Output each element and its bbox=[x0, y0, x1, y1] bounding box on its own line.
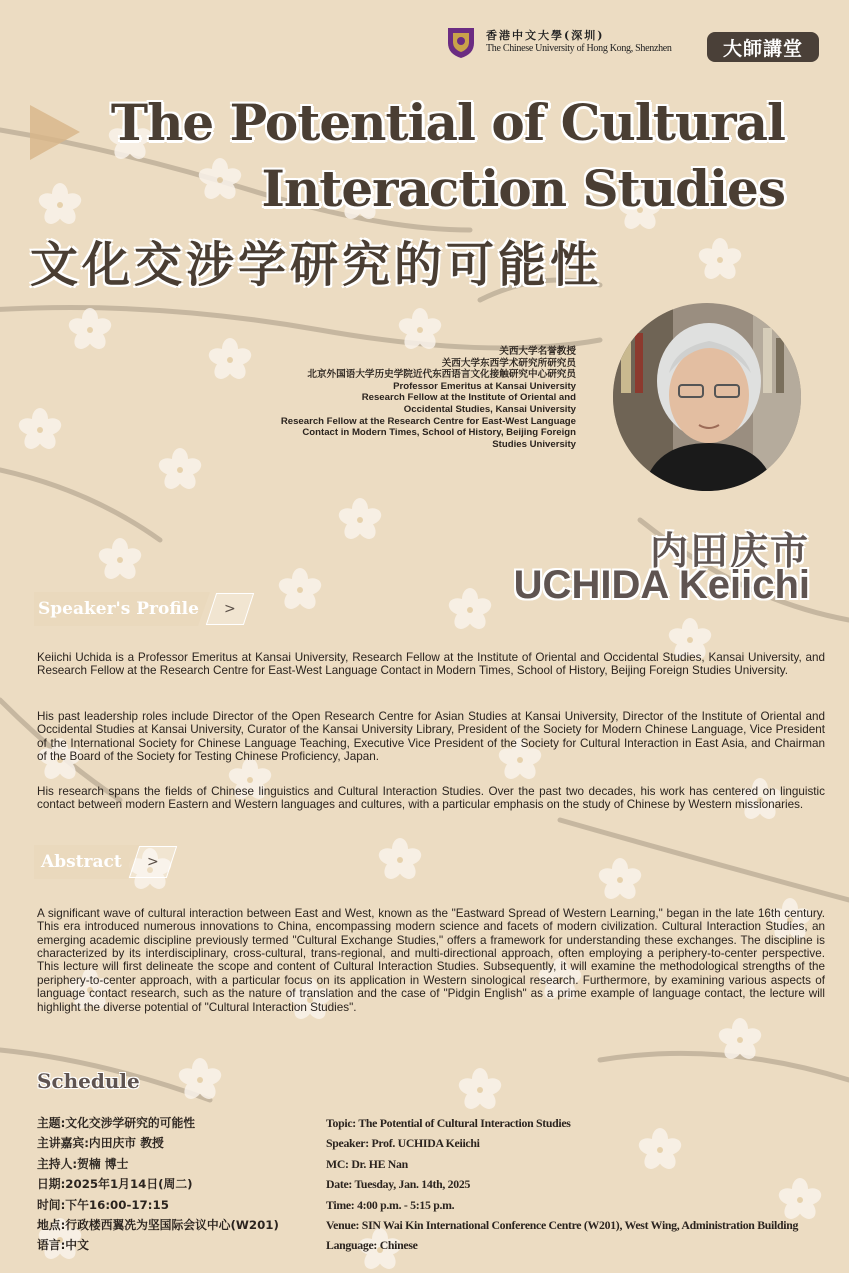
profile-heading-label: Speaker's Profile bbox=[38, 599, 199, 619]
profile-paragraph-1: Keiichi Uchida is a Professor Emeritus at Kansai University, Research Fellow at the Institute of Oriental and Occidental Studies, Kansai University, and Research Fellow at the Research Centre for East-West Language Contact in Modern Times, School of History, Beijing Foreign Studies University. bbox=[37, 650, 825, 678]
abstract-heading bbox=[41, 846, 172, 878]
speaker-portrait bbox=[613, 303, 801, 491]
profile-paragraph-3: His research spans the fields of Chinese linguistics and Cultural Interaction Studies. Over the past two decades, his work has centered on linguistic contact between modern Eastern and Western languages and cultures, with a particular emphasis on the study of Chinese by Western missionaries. bbox=[37, 784, 825, 812]
schedule-en-topic: Topic: The Potential of Cultural Interaction Studies bbox=[326, 1116, 571, 1130]
profile-paragraph-2: His past leadership roles include Director of the Open Research Centre for Asian Studies at Kansai University, Director of the Institute of Oriental and Occidental Studies at Kansai University, Curator of the Kansai University Library, President of the Society for Modern Chinese Language, Vice President of the International Society for Chinese Language Teaching, Executive Vice President of the Society for Cultural Interaction in East Asia, and Chairman of the Board of the Society for Testing Chinese Proficiency, Japan. bbox=[37, 709, 825, 763]
schedule-cn-time: 时间:下午16:00-17:15 bbox=[37, 1197, 169, 1212]
schedule-cn-mc: 主持人:贺楠 博士 bbox=[37, 1156, 129, 1171]
speaker-affiliations bbox=[250, 346, 576, 450]
affiliation-line: 关西大学东西学术研究所研究员 bbox=[441, 357, 576, 369]
schedule-en-date: Date: Tuesday, Jan. 14th, 2025 bbox=[326, 1177, 471, 1192]
university-name-en: The Chinese University of Hong Kong, Shenzhen bbox=[486, 42, 672, 54]
affiliation-line: 北京外国语大学历史学院近代东西语言文化接触研究中心研究员 bbox=[307, 369, 576, 381]
affiliation-line: Research Fellow at the Institute of Oriental and bbox=[361, 392, 576, 404]
profile-heading bbox=[38, 593, 249, 625]
schedule-cn bbox=[37, 1113, 279, 1256]
speaker-name-en: UCHIDA Keiichi bbox=[513, 563, 810, 607]
schedule-cn-venue: 地点:行政楼西翼冼为坚国际会议中心(W201) bbox=[37, 1218, 279, 1233]
university-name-cn: 香港中文大學(深圳) bbox=[486, 29, 605, 43]
affiliation-line: Studies University bbox=[492, 438, 576, 450]
schedule-en-mc: MC: Dr. HE Nan bbox=[326, 1156, 408, 1171]
chevron-right-icon: > bbox=[206, 593, 254, 625]
schedule-cn-language: 语言:中文 bbox=[37, 1238, 89, 1253]
chevron-right-icon: > bbox=[128, 846, 176, 878]
schedule-heading: Schedule bbox=[37, 1069, 140, 1093]
affiliation-line: Occidental Studies, Kansai University bbox=[403, 403, 576, 415]
speaker-name-cn: 内田庆市 bbox=[649, 529, 810, 573]
abstract-heading-label: Abstract bbox=[41, 852, 122, 872]
affiliation-line: 关西大学名誉教授 bbox=[499, 346, 576, 357]
university-crest-icon bbox=[444, 25, 478, 59]
schedule-cn-topic: 主题:文化交涉学研究的可能性 bbox=[37, 1116, 196, 1130]
affiliation-line: Contact in Modern Times, School of History, Beijing Foreign bbox=[302, 427, 576, 439]
schedule-en-speaker: Speaker: Prof. UCHIDA Keiichi bbox=[326, 1136, 480, 1151]
affiliation-line: Professor Emeritus at Kansai University bbox=[393, 380, 576, 392]
schedule-en-venue: Venue: SIN Wai Kin International Conference Centre (W201), West Wing, Administration Building bbox=[326, 1218, 799, 1233]
title-en-line1: The Potential of Cultural bbox=[110, 93, 785, 152]
abstract-text: A significant wave of cultural interaction between East and West, known as the "Eastward Spread of Western Learning," began in the late 16th century. This era introduced numerous innovations to China, encompassing modern science and facets of modern civilization. Cultural Interaction Studies, an emerging academic discipline previously termed "Cultural Exchange Studies," offers a framework for understanding these exchanges. The discipline is characterized by its interdisciplinary, cross-cultural, trans-regional, and multi-directional approach, often employing a periphery-to-center perspective. This lecture will first delineate the scope and content of Cultural Interaction Studies. Subsequently, it will examine the methodological strengths of the periphery-to-center approach, with a particular focus on its application in Western sinological research. Furthermore, by examining various aspects of language contact research, such as the nature of translation and the case of "Pidgin English" as a prime example of language contact, the lecture will highlight the diverse potential of "Cultural Interaction Studies". bbox=[37, 906, 825, 1014]
schedule-en bbox=[326, 1113, 798, 1256]
schedule-en-time: Time: 4:00 p.m. - 5:15 p.m. bbox=[326, 1197, 455, 1212]
affiliation-line: Research Fellow at the Research Centre for East-West Language bbox=[280, 415, 576, 427]
schedule-en-language: Language: Chinese bbox=[326, 1238, 418, 1253]
master-lecture-badge: 大師講堂 bbox=[707, 32, 819, 62]
title-en-line2: Interaction Studies bbox=[261, 159, 785, 218]
schedule-cn-speaker: 主讲嘉宾:内田庆市 教授 bbox=[37, 1136, 164, 1151]
title-cn: 文化交涉学研究的可能性 bbox=[30, 237, 603, 293]
schedule-cn-date: 日期:2025年1月14日(周二) bbox=[37, 1177, 193, 1192]
cuhk-sz-logo bbox=[444, 24, 684, 60]
